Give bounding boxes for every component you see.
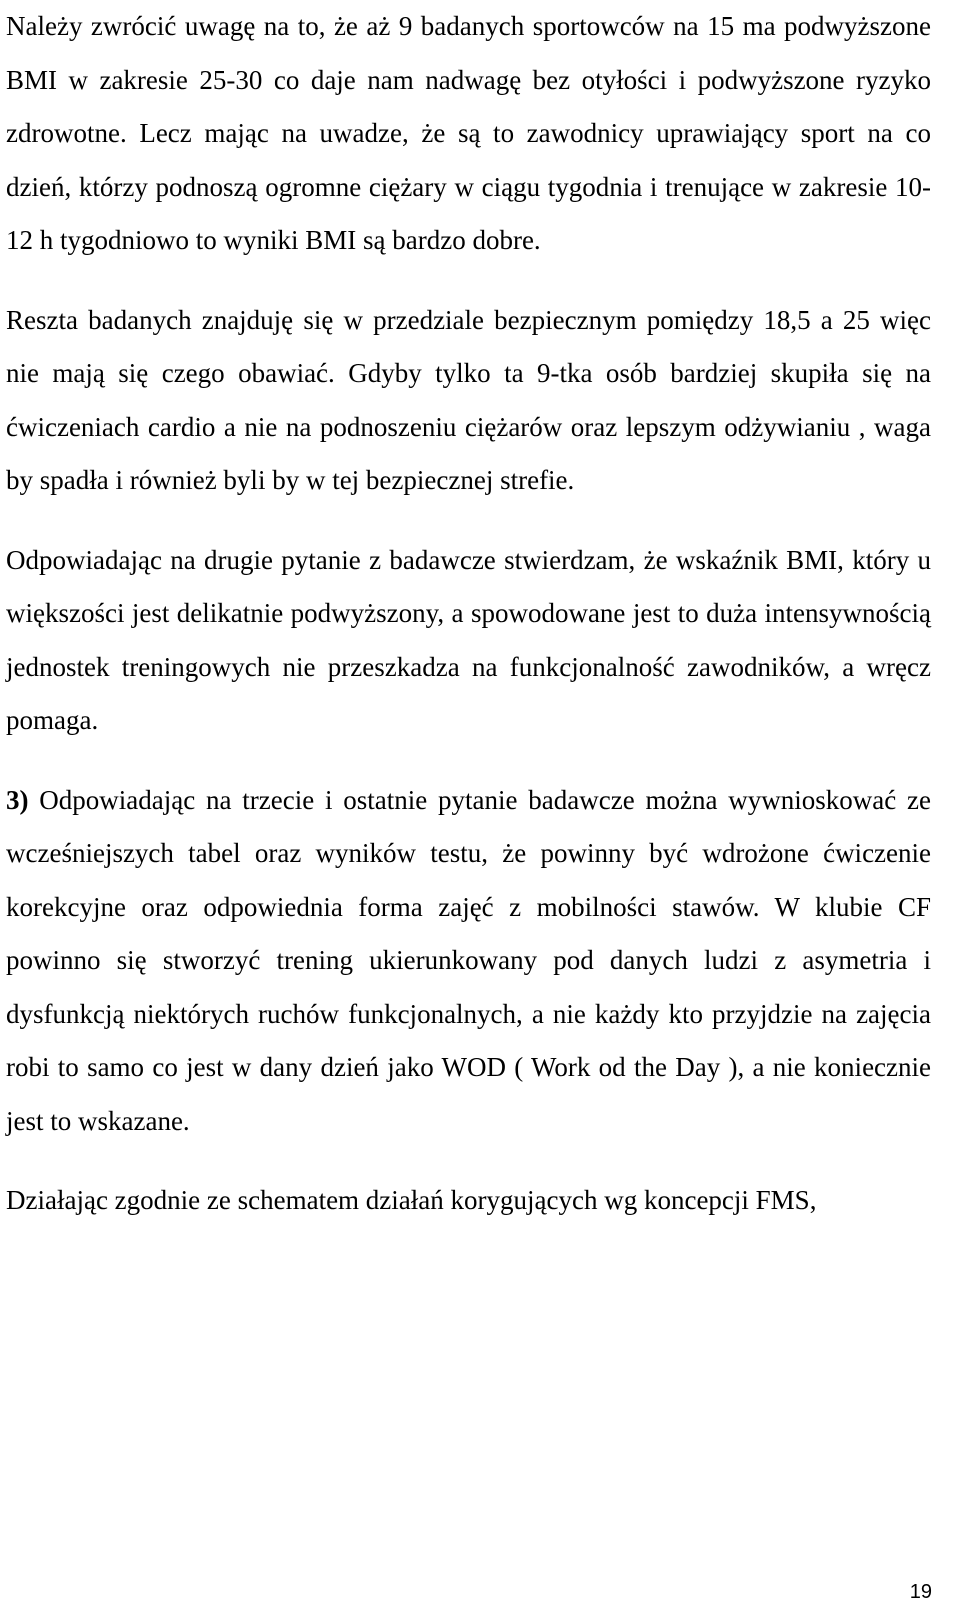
paragraph-fms: Działając zgodnie ze schematem działań korygujących wg koncepcji FMS, bbox=[6, 1185, 817, 1215]
page-number: 19 bbox=[909, 1581, 932, 1603]
list-marker: 3) bbox=[6, 784, 29, 815]
paragraph-bmi-overweight: Należy zwrócić uwagę na to, że aż 9 badanych sportowców na 15 ma podwyższone BMI w zakresie 25-30 co daje nam nadwagę bez otyłości i podwyższone ryzyko zdrowotne. Lecz mając na uwadze, że są to zawodnicy uprawiający sport na co dzień, którzy podnoszą ogromne ciężary w ciągu tygodnia i trenujące w zakresie 10-12 h tygodniowo to wyniki BMI są bardzo dobre. bbox=[6, 11, 931, 255]
paragraph-third-question bbox=[6, 774, 931, 1149]
paragraph-second-question: Odpowiadając na drugie pytanie z badawcze stwierdzam, że wskaźnik BMI, który u większości jest delikatnie podwyższony, a spowodowane jest to duża intensywnością jednostek treningowych nie przeszkadza na funkcjonalność zawodników, a wręcz pomaga. bbox=[6, 544, 931, 735]
paragraph-third-question-text: Odpowiadając na trzecie i ostatnie pytanie badawcze można wywnioskować ze wcześniejszych tabel oraz wyników testu, że powinny być wdrożone ćwiczenie korekcyjne oraz odpowiednia forma zajęć z mobilności stawów. W klubie CF powinno się stworzyć trening ukierunkowany pod danych ludzi z asymetria i dysfunkcją niektórych ruchów funkcjonalnych, a nie każdy kto przyjdzie na zajęcia robi to samo co jest w dany dzień jako WOD ( Work od the Day ), a nie koniecznie jest to wskazane. bbox=[6, 784, 931, 1136]
paragraph-safe-range: Reszta badanych znajduję się w przedziale bezpiecznym pomiędzy 18,5 a 25 więc nie mają się czego obawiać. Gdyby tylko ta 9-tka osób bardziej skupiła się na ćwiczeniach cardio a nie na podnoszeniu ciężarów oraz lepszym odżywianiu , waga by spadła i również byli by w tej bezpiecznej strefie. bbox=[6, 304, 931, 495]
document-page bbox=[6, 0, 931, 1228]
